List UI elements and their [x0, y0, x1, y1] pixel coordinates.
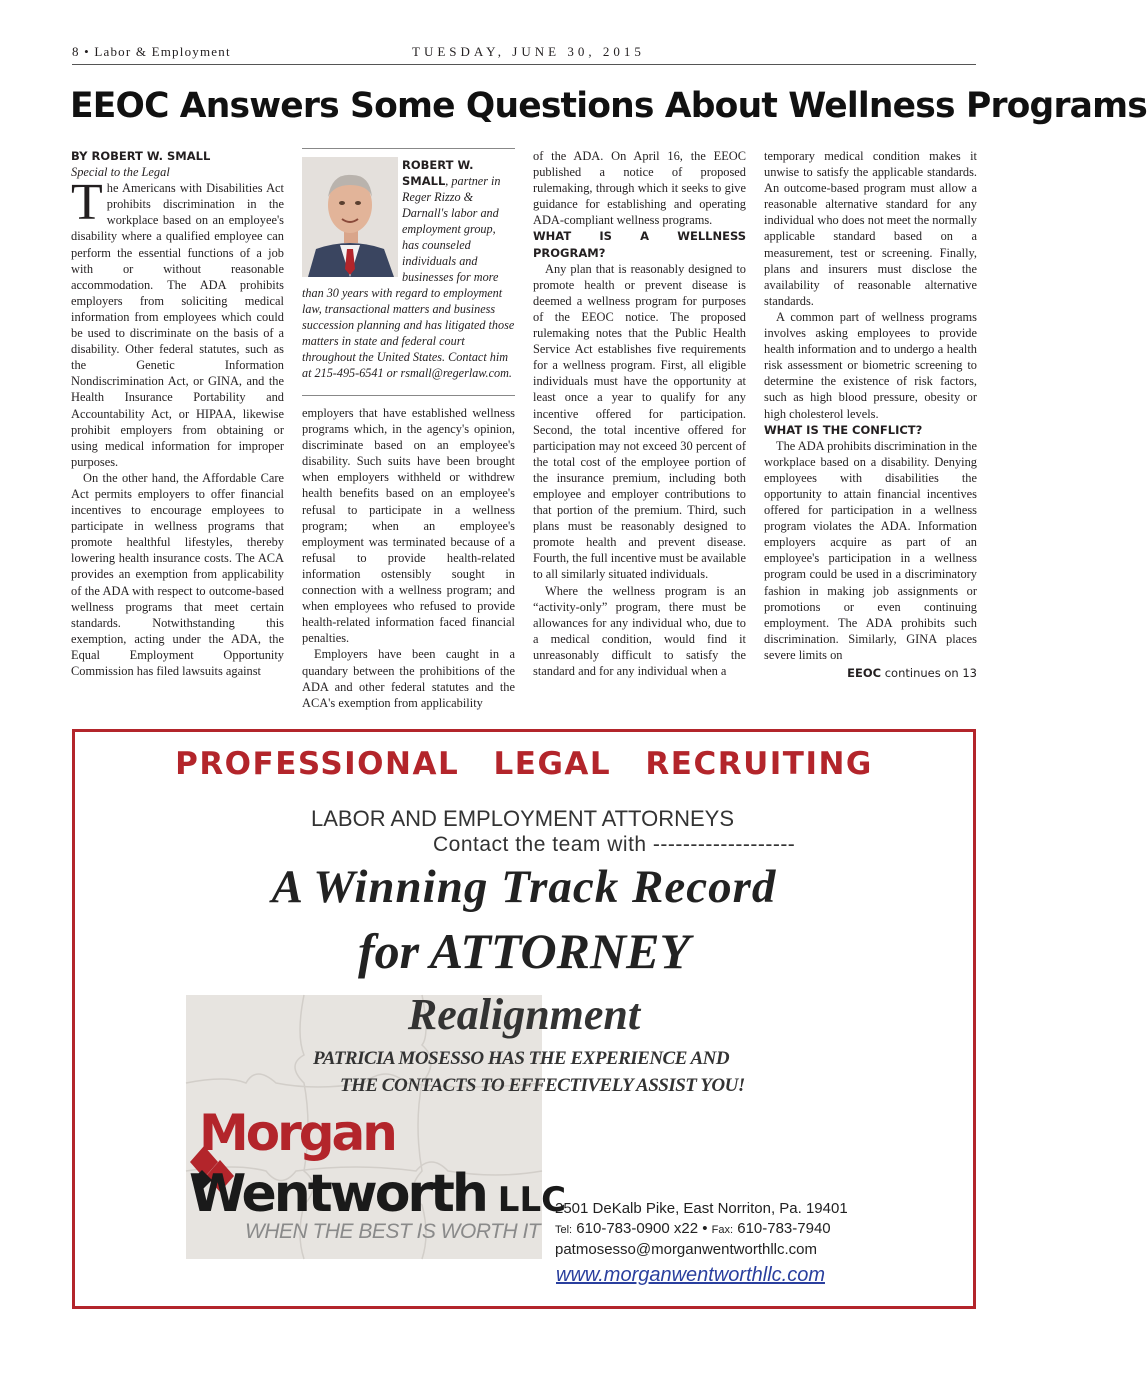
ad-headline-2: for ATTORNEY: [358, 923, 690, 979]
article-headline: EEOC Answers Some Questions About Wellness Programs: [70, 86, 1147, 126]
email-address[interactable]: patmosesso@morganwentworthllc.com: [555, 1241, 817, 1258]
logo-morgan: Morgan: [199, 1104, 395, 1162]
paragraph: A common part of wellness programs involves asking employees to provide health information and to undergo a health risk assessment or biometric screening to determine the existence of risk factors, such as high blood pressure, obesity or high cholesterol levels.: [764, 309, 977, 421]
tel-label: Tel:: [555, 1224, 573, 1236]
section-subhead: WHAT IS A WELLNESS PROGRAM?: [533, 229, 746, 260]
ad-title: PROFESSIONAL LEGAL RECRUITING: [175, 746, 873, 782]
fax-label: Fax:: [711, 1224, 734, 1236]
contact-block: [555, 1199, 848, 1260]
continuation-keyword: EEOC: [847, 666, 882, 680]
byline-author: BY ROBERT W. SMALL: [71, 149, 211, 163]
ad-line-attorneys: LABOR AND EMPLOYMENT ATTORNEYS: [311, 806, 734, 831]
street-address: 2501 DeKalb Pike, East Norriton, Pa. 19401: [555, 1200, 848, 1217]
paragraph: [71, 174, 284, 470]
tel-number: 610-783-0900 x22 •: [572, 1220, 712, 1237]
logo-tagline: WHEN THE BEST IS WORTH IT: [245, 1220, 541, 1243]
continuation-text: continues on 13: [881, 666, 977, 680]
paragraph: Where the wellness program is an “activity-only” program, there must be allowances for any individual who, due to a medical condition, would find it unreasonably difficult to satisfy the standard and for any individual when a: [533, 583, 746, 678]
page-header: [72, 42, 976, 65]
author-bio-box: [302, 148, 515, 396]
paragraph: employers that have established wellness programs which, in the agency's opinion, discriminate based on an employee's disability. Such suits have been brought when employers withheld or withdrew health benefits based on an employee's refusal to participate in a wellness program; when an employee's employment was terminated because of a refusal to provide health-related information ostensibly sought in connection with a wellness program; and when employees who refused to provide health-related information faced financial penalties.: [302, 406, 515, 646]
continuation-note: [764, 665, 977, 681]
recruiting-advertisement: [72, 729, 976, 1309]
phone-fax-line: [555, 1219, 848, 1240]
paragraph: Any plan that is reasonably designed to promote health or prevent disease is deemed a wellness program for purposes of the EEOC notice. The proposed rulemaking notes that the Public Health Service Act establishes five requirements for a wellness program. First, all eligible individuals must have the opportunity at least once a year to qualify for any incentive offered for participation. Second, the total incentive offered for participation may not exceed 30 percent of the total cost of the employee portion of the insurance premium, including both employee and employer contributions to that portion of the premium. Third, such plans must be reasonably designed to promote health and prevent disease. Fourth, the full incentive must be available to all similarly situated individuals.: [533, 261, 746, 582]
author-name: ROBERT W. SMALL: [402, 158, 474, 188]
logo-wentworth-text: Wentworth: [189, 1164, 486, 1224]
article-column-1: [71, 148, 284, 679]
fax-number: 610-783-7940: [733, 1220, 831, 1237]
section-subhead: WHAT IS THE CONFLICT?: [764, 422, 923, 437]
ad-subline-2: THE CONTACTS TO EFFECTIVELY ASSIST YOU!: [340, 1075, 745, 1096]
ad-headline-1: A Winning Track Record: [271, 861, 777, 913]
author-bio-text: [302, 157, 515, 381]
paragraph: Employers have been caught in a quandary between the prohibitions of the ADA and other federal statutes and the ACA's exemption from applicability: [302, 647, 515, 710]
paragraph: The ADA prohibits discrimination in the workplace based on a disability. Denying employees with disabilities the opportunity to attain financial incentives offered for participation in a wellness program violates the ADA. Information employers acquire as part of an employee's participation in a wellness program could be used in a discriminatory fashion in making job assignments or promotions or even continuing employment. The ADA prohibits such discrimination. Similarly, GINA places severe limits on: [764, 438, 977, 662]
ad-headline-3: Realignment: [407, 990, 641, 1039]
paragraph: On the other hand, the Affordable Care Act permits employers to offer financial incentives to encourage employees to participate in wellness programs that promote healthful lifestyles, thereby lowering health insurance costs. The ACA provides an exemption from applicability of the ADA with respect to outcome-based wellness programs that meet certain standards. Notwithstanding this exemption, acting under the ADA, the Equal Employment Opportunity Commission has filed lawsuits against: [71, 470, 284, 678]
paragraph: temporary medical condition makes it unwise to satisfy the applicable standards. An outcome-based program must allow a reasonable alternative standard for any individual who does not meet the normally applicable standard based on a measurement, test or screening. Finally, plans and insurers must disclose the availability of reasonable alternative standards.: [764, 149, 977, 308]
article-column-4: [764, 148, 977, 681]
byline-affiliation: Special to the Legal: [71, 165, 170, 180]
article-column-3: [533, 148, 746, 679]
issue-date: TUESDAY, JUNE 30, 2015: [412, 44, 645, 59]
ad-line-contact: Contact the team with -------------------: [433, 833, 796, 856]
paragraph-text: he Americans with Disabilities Act prohibits discrimination in the workplace based on an employee's disability where a qualified employee can perform the essential functions of a job with or without reasonable accommodation. The ADA prohibits employers from soliciting medical information from employees which could be used to discriminate on the basis of a disability. Other federal statutes, such as the Genetic Information Nondiscrimination Act, or GINA, and the Health Insurance Portability and Accountability Act, or HIPAA, likewise prohibit employers from obtaining or using medical information for improper purposes.: [71, 181, 284, 469]
drop-cap: T: [71, 174, 103, 232]
bio-description: , partner in Reger Rizzo & Darnall's labor and employment group, has counseled individuals and businesses for more than 30 years with regard to employment law, transactional matters and business succession planning and has litigated those matters in state and federal court throughout the United States. Contact him at 215-495-6541 or rsmall@regerlaw.com.: [302, 174, 515, 380]
logo-llc: LLC: [485, 1180, 567, 1220]
logo-wentworth: [189, 1164, 566, 1224]
ad-subline-1: PATRICIA MOSESSO HAS THE EXPERIENCE AND: [313, 1048, 730, 1069]
section-label: 8 • Labor & Employment: [72, 44, 231, 59]
article-column-2: [302, 405, 515, 711]
website-link[interactable]: www.morganwentworthllc.com: [556, 1264, 825, 1286]
paragraph: of the ADA. On April 16, the EEOC published a notice of proposed rulemaking, through which it seeks to give guidance for establishing and operating ADA-compliant wellness programs.: [533, 149, 746, 228]
